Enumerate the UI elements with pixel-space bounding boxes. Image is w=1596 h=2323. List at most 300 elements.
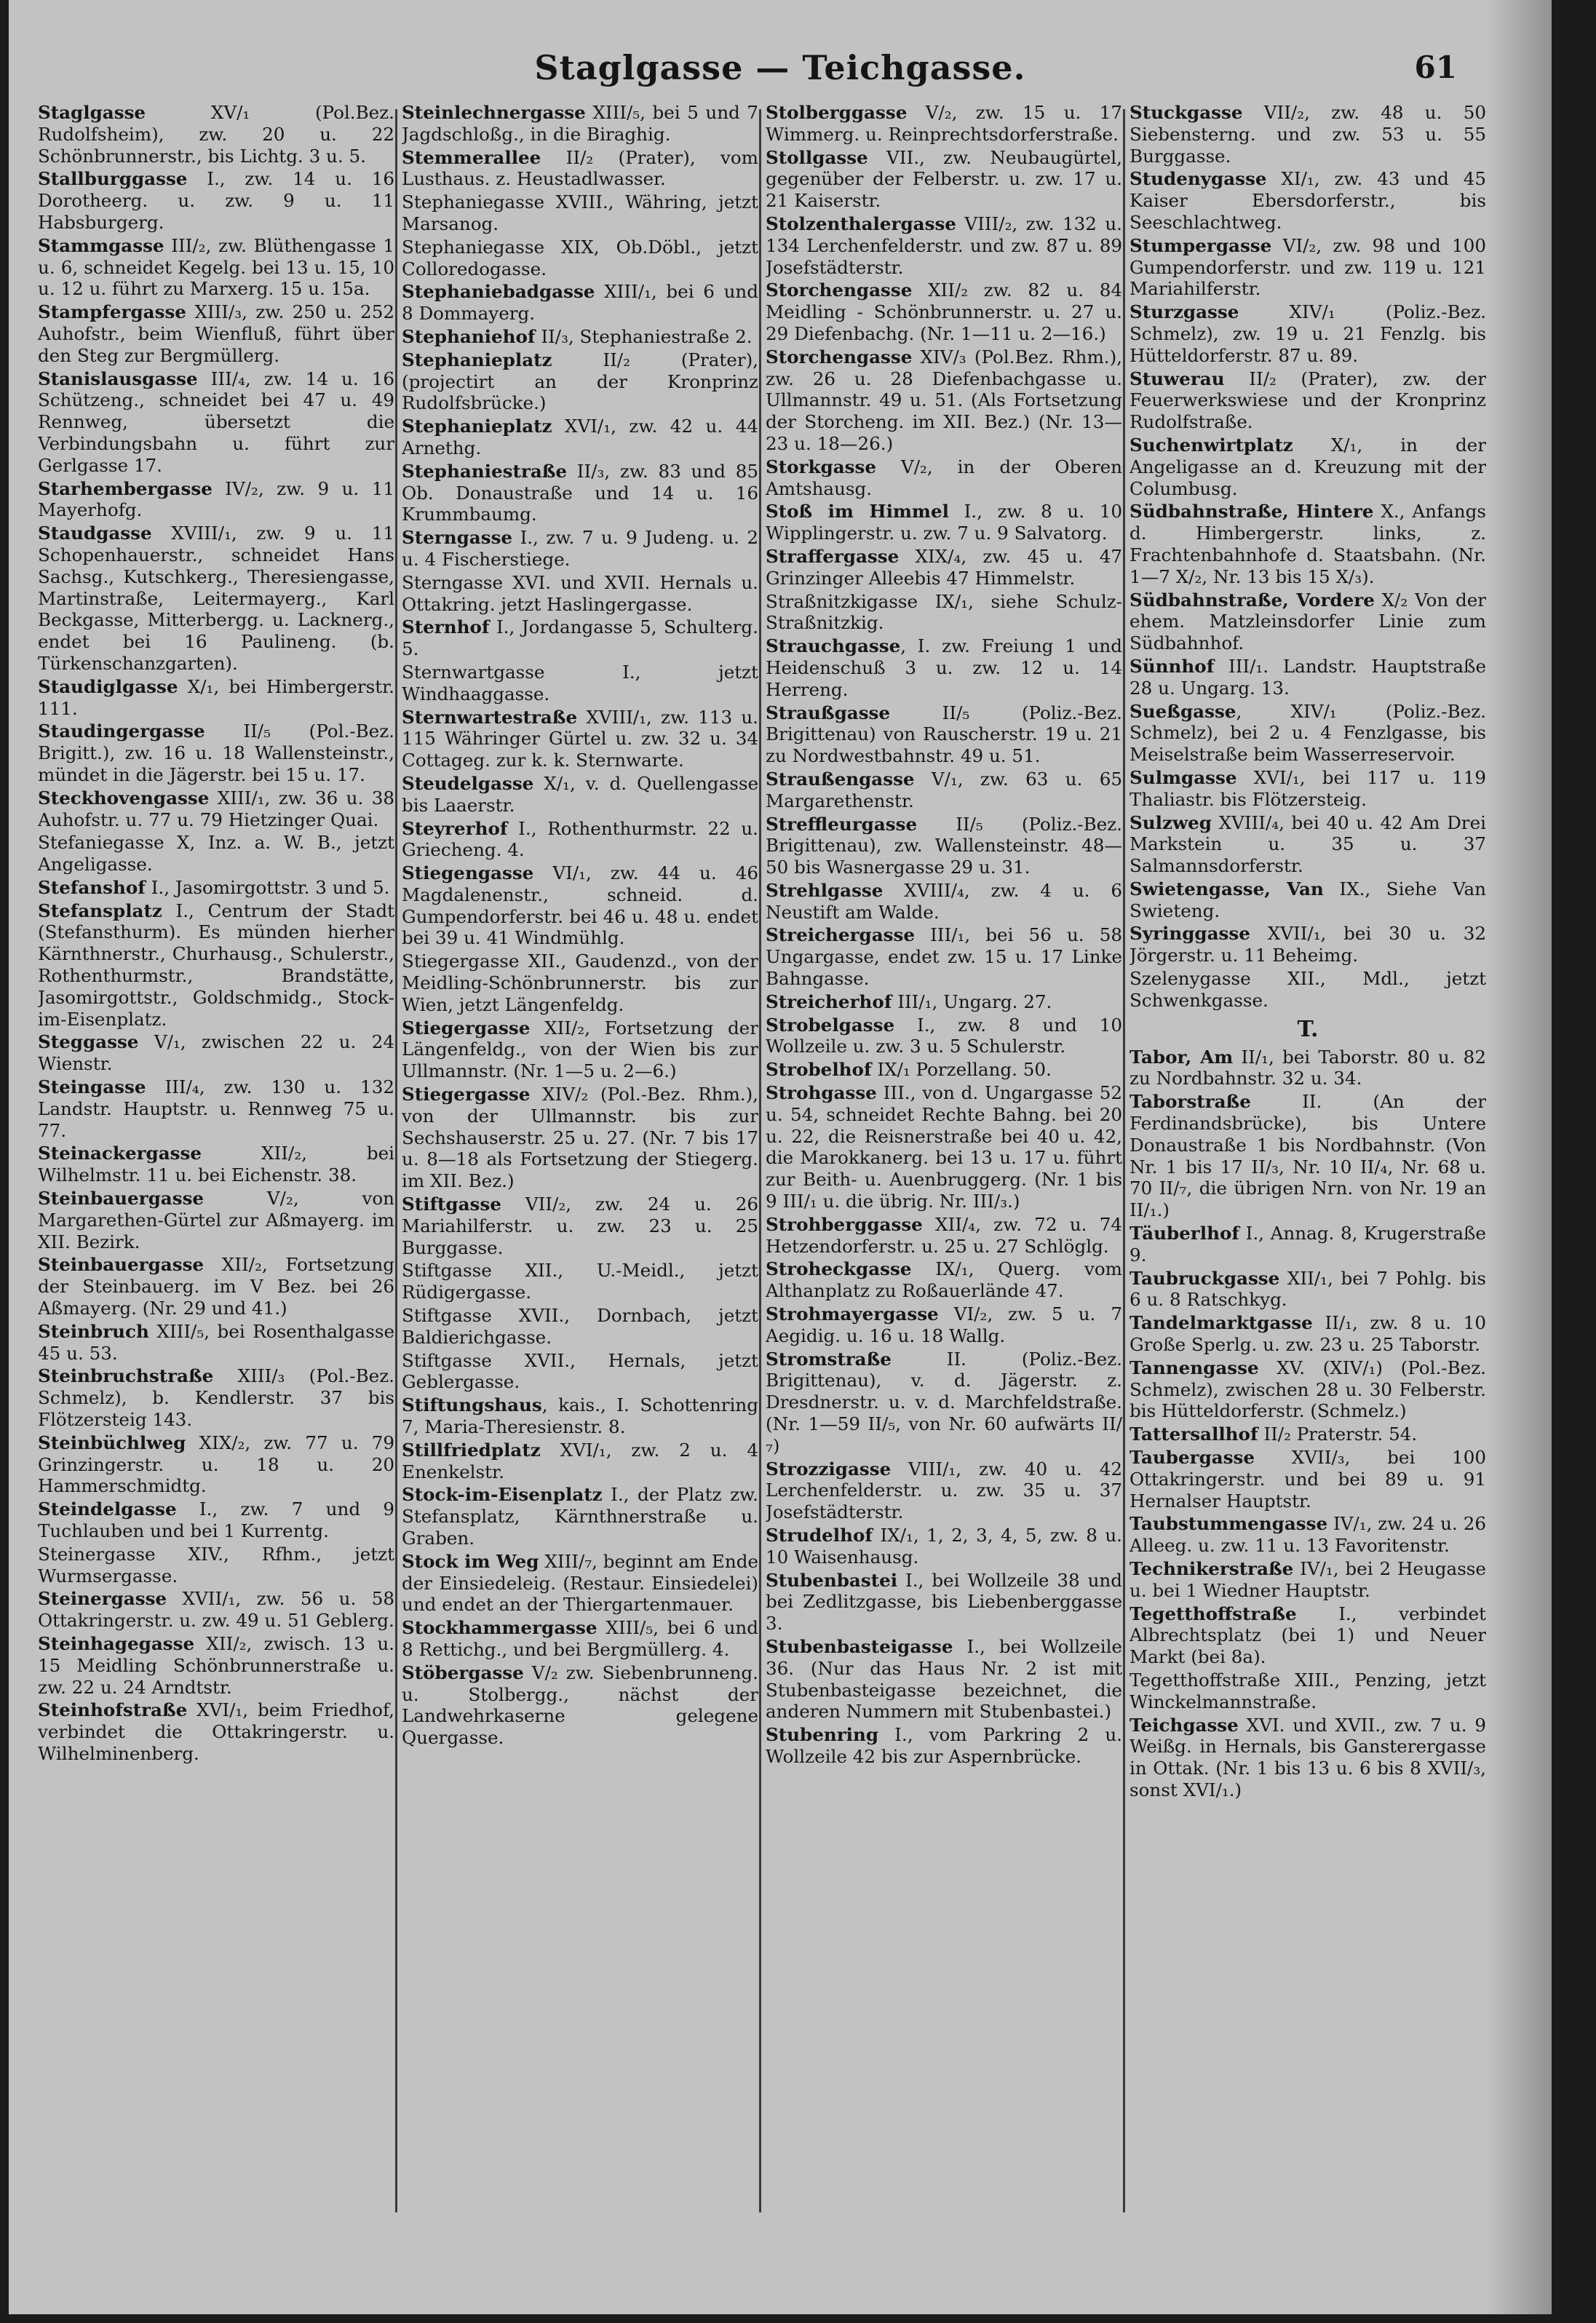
street-name: Strobelhof	[766, 1059, 872, 1081]
entry-description: IV/₁, bei 2 Heugasse u. bei 1 Wiedner Hauptstr.	[1129, 1558, 1486, 1601]
entry-description: XVIII/₄, bei 40 u. 42 Am Drei Markstein u. 35 u. 37 Salmannsdorferstr.	[1129, 811, 1486, 877]
entry-description: Stiftgasse XII., U.-Meidl., jetzt Rüdigergasse.	[402, 1260, 758, 1303]
entry-description: II/₂ Praterstr. 54.	[1258, 1423, 1418, 1445]
directory-entry	[766, 702, 1122, 767]
entry-description: XVIII/₄, zw. 4 u. 6 Neustift am Walde.	[766, 879, 1122, 923]
directory-entry	[1129, 968, 1486, 1012]
entry-description: , XIV/₁ (Poliz.-Bez. Schmelz), bei 2 u. 4 Fenzlgasse, bis Meiselstraße beim Wasserreservoir.	[1129, 700, 1486, 766]
street-name: Stephaniestraße	[402, 460, 568, 482]
entry-description: XIII/₅, bei Rosenthalgasse 45 u. 53.	[38, 1320, 394, 1364]
entry-description: I., Centrum der Stadt (Stefansthurm). Es münden hierher Kärnthnerstr., Churhausg., Schulerstr., Rothenthurmstr., Brandstätte, Jasomirgottstr., Goldschmidg., Stock-im-Eisenplatz.	[38, 900, 394, 1030]
entry-description: XVI. und XVII., zw. 7 u. 9 Weißg. in Hernals, bis Gansterergasse in Ottak. (Nr. 1 bis 13 u. 6 bis 8 XVII/₃, sonst XVI/₁.)	[1129, 1714, 1486, 1800]
entry-description: III/₂, zw. Blüthengasse 1 u. 6, schneidet Kegelg. bei 13 u. 15, 10 u. 12 u. führt zu Marxerg. 15 u. 15a.	[38, 234, 394, 300]
directory-entry	[38, 1321, 394, 1365]
directory-entry	[38, 877, 394, 899]
page-edge-shadow	[1486, 0, 1552, 2314]
street-name: Steyrerhof	[402, 817, 508, 839]
directory-entry	[402, 281, 758, 325]
directory-entry	[766, 591, 1122, 635]
street-name: Stubenbasteigasse	[766, 1635, 953, 1657]
directory-entry	[766, 1303, 1122, 1347]
entry-description: II/₁, bei Taborstr. 80 u. 82 zu Nordbahnstr. 32 u. 34.	[1129, 1046, 1486, 1089]
entry-description: VII., zw. Neubaugürtel, gegenüber der Felberstr. u. zw. 17 u. 21 Kaiserstr.	[766, 146, 1122, 212]
entry-description: II. (An der Ferdinandsbrücke), bis Untere Donaustraße 1 bis Nordbahnstr. (Von Nr. 1 bis 17 II/₃, Nr. 10 II/₄, Nr. 68 u. 70 II/₇, die übrigen Nrn. von Nr. 19 an II/₁.)	[1129, 1091, 1486, 1221]
street-name: Technikerstraße	[1129, 1558, 1294, 1579]
directory-entry	[38, 1188, 394, 1252]
entry-description: XIII/₁, bei 6 und 8 Dommayerg.	[402, 281, 758, 325]
entry-description: II/₂ (Prater), vom Lusthaus. z. Heustadlwasser.	[402, 146, 758, 190]
entry-description: IX/₁ Porzellang. 50.	[871, 1059, 1052, 1081]
street-name: Streffleurgasse	[766, 813, 918, 835]
directory-entry	[38, 1031, 394, 1075]
entry-description: VII/₂, zw. 24 u. 26 Mariahilferstr. u. zw. 23 u. 25 Burggasse.	[402, 1194, 758, 1258]
directory-entry	[766, 1014, 1122, 1058]
entry-description: III/₁. Landstr. Hauptstraße 28 u. Ungarg. 13.	[1129, 655, 1486, 699]
entry-description: VI/₂, zw. 98 und 100 Gumpendorferstr. und zw. 119 u. 121 Mariahilferstr.	[1129, 234, 1486, 300]
directory-entry	[38, 1432, 394, 1497]
directory-entry	[766, 814, 1122, 878]
entry-description: III/₄, zw. 14 u. 16 Schützeng., schneidet bei 47 u. 49 Rennweg, übersetzt die Verbindungsbahn u. führt zur Gerlgasse 17.	[38, 368, 394, 476]
entry-description: II/₅ (Pol.-Bez. Brigitt.), zw. 16 u. 18 Wallensteinstr., mündet in die Jägerstr. bei 15 u. 17.	[38, 720, 394, 785]
entry-description: I., zw. 14 u. 16 Dorotheerg. u. zw. 9 u. 11 Habsburgerg.	[38, 168, 394, 233]
entry-description: Steinergasse XIV., Rfhm., jetzt Wurmsergasse.	[38, 1543, 394, 1587]
directory-entry	[766, 1258, 1122, 1302]
street-name: Tabor, Am	[1129, 1046, 1234, 1068]
directory-entry	[1129, 1715, 1486, 1801]
directory-entry	[1129, 168, 1486, 233]
directory-entry	[402, 147, 758, 191]
street-name: Staglgasse	[38, 102, 146, 123]
street-name: Südbahnstraße, Vordere	[1129, 589, 1375, 611]
directory-entry	[1129, 1312, 1486, 1356]
directory-entry	[1129, 812, 1486, 877]
street-name: Storkgasse	[766, 456, 876, 477]
street-name: Suchenwirtplatz	[1129, 434, 1293, 456]
street-name: Stöbergasse	[402, 1661, 524, 1683]
directory-entry	[1129, 368, 1486, 433]
directory-entry	[38, 168, 394, 233]
directory-entry	[1129, 235, 1486, 300]
entry-description: Stephaniegasse XIX, Ob.Döbl., jetzt Colloredogasse.	[402, 236, 758, 279]
directory-entry	[1129, 301, 1486, 366]
entry-description: Tegetthoffstraße XIII., Penzing, jetzt Winckelmannstraße.	[1129, 1669, 1486, 1712]
directory-entry	[1129, 701, 1486, 766]
street-name: Steinbruch	[38, 1320, 149, 1342]
entry-description: I., zw. 8 und 10 Wollzeile u. zw. 3 u. 5 Schulerstr.	[766, 1014, 1122, 1057]
street-name: Storchengasse	[766, 279, 913, 301]
entry-description: Stiegergasse XII., Gaudenzd., von der Meidling-Schönbrunnerstr. bis zur Wien, jetzt Längenfeldg.	[402, 950, 758, 1015]
directory-entry	[38, 1076, 394, 1141]
directory-entry	[766, 147, 1122, 212]
entry-description: XIX/₄, zw. 45 u. 47 Grinzinger Alleebis 47 Himmelstr.	[766, 545, 1122, 589]
directory-entry	[402, 326, 758, 348]
street-name: Stallburggasse	[38, 168, 188, 190]
street-name: Studenygasse	[1129, 168, 1267, 190]
entry-description: II/₂ (Prater), zw. der Feuerwerkswiese und der Kronprinz Rudolfstraße.	[1129, 368, 1486, 433]
directory-entry	[766, 1724, 1122, 1768]
entry-description: VIII/₁, zw. 40 u. 42 Lerchenfelderstr. u. zw. 35 u. 37 Josefstädterstr.	[766, 1458, 1122, 1523]
street-name: Stubenbastei	[766, 1569, 898, 1591]
directory-entry	[402, 1017, 758, 1082]
directory-entry	[1129, 767, 1486, 811]
street-name: Stuckgasse	[1129, 102, 1243, 123]
street-name: Strohgasse	[766, 1082, 877, 1104]
entry-description: XIX/₂, zw. 77 u. 79 Grinzingerstr. u. 18 u. 20 Hammerschmidtg.	[38, 1431, 394, 1497]
directory-entry	[766, 1570, 1122, 1635]
directory-entry	[1129, 589, 1486, 654]
entry-description: XIII/₁, zw. 36 u. 38 Auhofstr. u. 77 u. 79 Hietzinger Quai.	[38, 787, 394, 830]
entry-description: XVI/₁, bei 117 u. 119 Thaliastr. bis Flötzersteig.	[1129, 766, 1486, 810]
directory-entry	[402, 616, 758, 660]
entry-description: II/₃, zw. 83 und 85 Ob. Donaustraße und 14 u. 16 Krummbaumg.	[402, 460, 758, 525]
directory-entry	[402, 527, 758, 571]
entry-description: II/₅ (Poliz.-Bez. Brigittenau), zw. Wallensteinstr. 48—50 bis Wasnergasse 29 u. 31.	[766, 813, 1122, 878]
directory-entry	[766, 1636, 1122, 1723]
directory-entry	[766, 546, 1122, 589]
column-3	[766, 102, 1122, 2271]
street-name: Steinhagegasse	[38, 1632, 195, 1654]
entry-description: VI/₁, zw. 44 u. 46 Magdalenenstr., schneid. d. Gumpendorferstr. bei 46 u. 48 u. endet bei 39 u. 41 Windmühlg.	[402, 862, 758, 949]
entry-description: XVI/₁, zw. 42 u. 44 Arnethg.	[402, 416, 758, 458]
directory-entry	[38, 900, 394, 1031]
street-name: Stollgasse	[766, 146, 868, 168]
street-name: Stiegengasse	[402, 862, 534, 884]
street-name: Stefansplatz	[38, 900, 162, 921]
street-name: Stephanieplatz	[402, 416, 552, 437]
entry-description: Stephaniegasse XVIII., Währing, jetzt Marsanog.	[402, 191, 758, 234]
directory-entry	[402, 572, 758, 616]
column-2	[402, 102, 758, 2271]
street-name: Steggasse	[38, 1031, 139, 1053]
entry-description: II/₅ (Poliz.-Bez. Brigittenau) von Rauscherstr. 19 u. 21 zu Nordwestbahnstr. 49 u. 51.	[766, 702, 1122, 767]
directory-entry	[402, 1260, 758, 1303]
directory-entry	[766, 346, 1122, 455]
entry-description: XVII/₁, bei 30 u. 32 Jörgerstr. u. 11 Beheimg.	[1129, 923, 1486, 966]
directory-entry	[1129, 1447, 1486, 1512]
directory-entry	[402, 461, 758, 525]
street-name: Sulmgasse	[1129, 766, 1237, 788]
directory-entry	[1129, 1047, 1486, 1090]
street-name: Steindelgasse	[38, 1498, 177, 1520]
directory-entry	[402, 1305, 758, 1349]
directory-entry	[38, 102, 394, 167]
street-name: Sulzweg	[1129, 811, 1212, 833]
street-name: Täuberlhof	[1129, 1223, 1239, 1244]
directory-entry	[766, 1059, 1122, 1081]
entry-description: Szelenygasse XII., Mdl., jetzt Schwenkgasse.	[1129, 968, 1486, 1011]
street-name: Strohmayergasse	[766, 1303, 939, 1325]
street-name: Sterngasse	[402, 527, 513, 549]
directory-entry	[766, 769, 1122, 812]
entry-description: X/₁, in der Angeligasse an d. Kreuzung mit der Columbusg.	[1129, 434, 1486, 499]
street-name: Stock-im-Eisenplatz	[402, 1484, 603, 1506]
entry-description: I., zw. 8 u. 10 Wipplingerstr. u. zw. 7 u. 9 Salvatorg.	[766, 501, 1122, 544]
entry-description: XVI/₁, zw. 2 u. 4 Enenkelstr.	[402, 1439, 758, 1482]
directory-entry	[38, 1498, 394, 1542]
street-name: Stephaniehof	[402, 325, 536, 347]
directory-entry	[402, 862, 758, 949]
street-name: Teichgasse	[1129, 1714, 1239, 1736]
street-name: Stefanshof	[38, 876, 146, 898]
street-name: Strobelgasse	[766, 1014, 895, 1036]
entry-description: XVIII/₁, zw. 113 u. 115 Währinger Gürtel u. zw. 32 u. 34 Cottageg. zur k. k. Sternwarte.	[402, 706, 758, 771]
directory-entry	[1129, 1513, 1486, 1557]
street-name: Steudelgasse	[402, 772, 534, 794]
street-name: Stuwerau	[1129, 368, 1225, 389]
street-name: Stroheckgasse	[766, 1258, 912, 1280]
entry-description: XIV/₁ (Poliz.-Bez. Schmelz), zw. 19 u. 21 Fenzlg. bis Hütteldorferstr. 87 u. 89.	[1129, 301, 1486, 366]
entry-description: I., verbindet Albrechtsplatz (bei 1) und Neuer Markt (bei 8a).	[1129, 1603, 1486, 1668]
directory-entry	[38, 832, 394, 875]
directory-entry	[38, 1143, 394, 1186]
entry-description: V/₁, zw. 63 u. 65 Margarethenstr.	[766, 768, 1122, 811]
street-name: Steingasse	[38, 1076, 146, 1098]
entry-description: XI/₁, zw. 43 und 45 Kaiser Ebersdorferstr., bis Seeschlachtweg.	[1129, 168, 1486, 233]
street-name: Steinbruchstraße	[38, 1365, 214, 1387]
entry-description: VI/₂, zw. 5 u. 7 Aegidig. u. 16 u. 18 Wallg.	[766, 1303, 1122, 1346]
entry-description: I., Annag. 8, Krugerstraße 9.	[1129, 1223, 1486, 1266]
street-name: Sternhof	[402, 616, 490, 638]
entry-description: I., Jordangasse 5, Schulterg. 5.	[402, 616, 758, 660]
entry-description: XIII/₃ (Pol.-Bez. Schmelz), b. Kendlerstr. 37 bis Flötzersteig 143.	[38, 1365, 394, 1431]
street-name: Sünnhof	[1129, 655, 1215, 677]
directory-entry	[402, 773, 758, 817]
entry-description: XIV/₃ (Pol.Bez. Rhm.), zw. 26 u. 28 Diefenbachgasse u. Ullmannstr. 49 u. 51. (Als Fortsetzung der Storcheng. im XII. Bez.) (Nr. 13—23 u. 18—26.)	[766, 346, 1122, 454]
street-name: Staudiglgasse	[38, 675, 178, 697]
street-name: Stumpergasse	[1129, 234, 1272, 256]
street-name: Steinbauergasse	[38, 1188, 205, 1210]
directory-entry	[766, 1082, 1122, 1212]
street-name: Staudingergasse	[38, 720, 205, 742]
street-name: Streichergasse	[766, 924, 915, 946]
entry-description: I., Rothenthurmstr. 22 u. Griecheng. 4.	[402, 817, 758, 861]
entry-description: XIII/₅, bei 5 und 7 Jagdschloßg., in die Biraghig.	[402, 102, 758, 145]
directory-entry	[402, 1084, 758, 1192]
directory-entry	[402, 818, 758, 862]
street-name: Tegetthoffstraße	[1129, 1603, 1297, 1624]
directory-entry	[38, 676, 394, 720]
entry-description: XIII/₇, beginnt am Ende der Einsiedeleig. (Restaur. Einsiedelei) und endet an der Thiergartenmauer.	[402, 1550, 758, 1616]
directory-entry	[402, 1440, 758, 1483]
directory-entry	[402, 1194, 758, 1258]
entry-description: XVIII/₁, zw. 9 u. 11 Schopenhauerstr., schneidet Hans Sachsg., Kutschkerg., Theresiengasse, Martinstraße, Leitermayerg., Karl Beckgasse, Mitterbergg. u. Lacknerg., endet bei 16 Paulineng. (b. Türkenschanzgarten).	[38, 523, 394, 674]
entry-description: XV. (XIV/₁) (Pol.-Bez. Schmelz), zwischen 28 u. 30 Felberstr. bis Hütteldorferstr. (Schmelz.)	[1129, 1357, 1486, 1422]
directory-entry	[402, 1350, 758, 1394]
directory-entry	[402, 102, 758, 146]
entry-description: XII/₁, bei 7 Pohlg. bis 6 u. 8 Ratschkyg.	[1129, 1267, 1486, 1311]
street-name: Tattersallhof	[1129, 1423, 1258, 1445]
directory-entry	[766, 213, 1122, 278]
entry-description: I., Jasomirgottstr. 3 und 5.	[145, 876, 390, 898]
directory-entry	[38, 1544, 394, 1587]
street-name: Tandelmarktgasse	[1129, 1312, 1313, 1334]
street-name: Stockhammergasse	[402, 1617, 597, 1639]
entry-description: III., von d. Ungargasse 52 u. 54, schneidet Rechte Bahng. bei 20 u. 22, die Reisnerstraße bei 40 u. 42, die Marokkanerg. bei 13 u. 17 u. führt zur Beith- u. Auenbruggerg. (Nr. 1 bis 9 III/₁ u. die übrig. Nr. III/₃.)	[766, 1082, 1122, 1212]
entry-description: II. (Poliz.-Bez. Brigittenau), v. d. Jägerstr. z. Dresdnerstr. u. v. d. Marchfeldstraße. (Nr. 1—59 II/₅, von Nr. 60 aufwärts II/₇)	[766, 1348, 1122, 1456]
street-name: Strohberggasse	[766, 1213, 923, 1235]
street-name: Südbahnstraße, Hintere	[1129, 501, 1374, 523]
street-name: Stampfergasse	[38, 301, 186, 323]
directory-columns	[38, 102, 1493, 2271]
street-name: Steinergasse	[38, 1588, 167, 1610]
street-name: Stiftungshaus	[402, 1394, 542, 1416]
street-name: Sternwartestraße	[402, 706, 578, 728]
street-name: Steinbauergasse	[38, 1254, 205, 1276]
entry-description: Sternwartgasse I., jetzt Windhaaggasse.	[402, 661, 758, 704]
street-name: Steckhovengasse	[38, 787, 210, 809]
entry-description: I., vom Parkring 2 u. Wollzeile 42 bis zur Aspernbrücke.	[766, 1724, 1122, 1767]
entry-description: I., zw. 7 und 9 Tuchlauben und bei 1 Kurrentg.	[38, 1498, 394, 1541]
directory-entry	[1129, 1423, 1486, 1445]
entry-description: VII/₂, zw. 48 u. 50 Siebensterng. und zw. 53 u. 55 Burggasse.	[1129, 102, 1486, 167]
directory-entry	[1129, 1669, 1486, 1713]
column-1	[38, 102, 394, 2271]
directory-entry	[402, 707, 758, 771]
street-name: Stiegergasse	[402, 1084, 531, 1105]
directory-entry	[1129, 878, 1486, 922]
directory-entry	[38, 1699, 394, 1764]
directory-entry	[1129, 1223, 1486, 1266]
directory-entry	[1129, 1357, 1486, 1422]
entry-description: IX., Siehe Van Swieteng.	[1129, 878, 1486, 921]
directory-entry	[1129, 501, 1486, 587]
directory-entry	[38, 1588, 394, 1632]
entry-description: XVII/₃, bei 100 Ottakringerstr. und bei 89 u. 91 Hernalser Hauptstr.	[1129, 1447, 1486, 1512]
directory-entry	[1129, 1268, 1486, 1311]
directory-entry	[38, 1633, 394, 1698]
directory-entry	[766, 102, 1122, 146]
street-name: Storchengasse	[766, 346, 913, 368]
directory-entry	[402, 1394, 758, 1438]
directory-entry	[766, 501, 1122, 544]
entry-description: XIII/₅, bei 6 und 8 Rettichg., und bei Bergmüllerg. 4.	[402, 1617, 758, 1660]
street-name: Stephaniebadgasse	[402, 281, 595, 303]
entry-description: XVII/₁, zw. 56 u. 58 Ottakringerstr. u. zw. 49 u. 51 Geblerg.	[38, 1588, 394, 1632]
street-name: Taborstraße	[1129, 1091, 1251, 1113]
entry-description: XII/₂, Fortsetzung der Längenfeldg., von der Wien bis zur Ullmannstr. (Nr. 1—5 u. 2—6.)	[402, 1017, 758, 1082]
street-name: Streicherhof	[766, 990, 892, 1012]
entry-description: I., bei Wollzeile 38 und bei Zedlitzgasse, bis Liebenberggasse 3.	[766, 1569, 1122, 1635]
directory-entry	[1129, 1558, 1486, 1602]
directory-entry	[766, 456, 1122, 500]
street-name: Stoß im Himmel	[766, 501, 949, 523]
street-name: Stemmerallee	[402, 146, 541, 168]
entry-description: III/₁, bei 56 u. 58 Ungargasse, endet zw. 15 u. 17 Linke Bahngasse.	[766, 924, 1122, 990]
street-name: Stiftgasse	[402, 1194, 501, 1215]
entry-description: XII/₂ zw. 82 u. 84 Meidling - Schönbrunnerstr. u. 27 u. 29 Diefenbachg. (Nr. 1—11 u. 2—16.)	[766, 279, 1122, 344]
entry-description: X/₂ Von der ehem. Matzleinsdorfer Linie zum Südbahnhof.	[1129, 589, 1486, 654]
entry-description: III/₁, Ungarg. 27.	[892, 990, 1052, 1012]
directory-entry	[402, 950, 758, 1015]
directory-entry	[38, 478, 394, 522]
entry-description: XII/₂, bei Wilhelmstr. 11 u. bei Eichenstr. 38.	[38, 1143, 394, 1186]
entry-description: X/₁, bei Himbergerstr. 111.	[38, 675, 394, 719]
entry-description: IV/₂, zw. 9 u. 11 Mayerhofg.	[38, 477, 394, 521]
directory-entry	[402, 1551, 758, 1616]
directory-entry	[766, 1525, 1122, 1568]
entry-description: Stiftgasse XVII., Dornbach, jetzt Baldierichgasse.	[402, 1305, 758, 1348]
directory-entry	[402, 1617, 758, 1661]
street-name: Stillfriedplatz	[402, 1439, 541, 1461]
directory-entry	[38, 720, 394, 785]
page-number: 61	[1414, 49, 1457, 85]
street-name: Sturzgasse	[1129, 301, 1239, 323]
street-name: Strozzigasse	[766, 1458, 892, 1480]
directory-entry	[766, 279, 1122, 344]
directory-entry	[766, 991, 1122, 1013]
street-name: Stubenring	[766, 1724, 879, 1746]
directory-entry	[402, 416, 758, 459]
directory-entry	[38, 235, 394, 300]
directory-entry	[766, 1458, 1122, 1523]
street-name: Stanislausgasse	[38, 368, 198, 389]
directory-entry	[38, 1254, 394, 1319]
street-name: Strauchgasse	[766, 635, 901, 657]
entry-description: V/₂, in der Oberen Amtshausg.	[766, 456, 1122, 499]
entry-description: I., bei Wollzeile 36. (Nur das Haus Nr. 2 ist mit Stubenbasteigasse bezeichnet, die anderen Nummern mit Stubenbastei.)	[766, 1635, 1122, 1723]
entry-description: V/₂, zw. 15 u. 17 Wimmerg. u. Reinprechtsdorferstraße.	[766, 102, 1122, 145]
directory-entry	[766, 880, 1122, 924]
street-name: Steinbüchlweg	[38, 1431, 186, 1453]
entry-description: I., der Platz zw. Stefansplatz, Kärnthnerstraße u. Graben.	[402, 1484, 758, 1549]
entry-description: XII/₂, Fortsetzung der Steinbauerg. im V Bez. bei 26 Aßmayerg. (Nr. 29 und 41.)	[38, 1254, 394, 1319]
directory-entry	[38, 523, 394, 675]
entry-description: I., zw. 7 u. 9 Judeng. u. 2 u. 4 Fischerstiege.	[402, 527, 758, 570]
directory-entry	[1129, 1603, 1486, 1668]
street-name: Stromstraße	[766, 1348, 892, 1370]
entry-description: II/₁, zw. 8 u. 10 Große Sperlg. u. zw. 23 u. 25 Taborstr.	[1129, 1312, 1486, 1356]
page-title: Staglgasse — Teichgasse.	[534, 48, 1026, 87]
entry-description: Sterngasse XVI. und XVII. Hernals u. Ottakring. jetzt Haslingergasse.	[402, 571, 758, 615]
entry-description: II/₂ (Prater), (projectirt an der Kronprinz Rudolfsbrücke.)	[402, 349, 758, 414]
directory-entry	[1129, 923, 1486, 966]
entry-description: II/₃, Stephaniestraße 2.	[535, 325, 753, 347]
directory-entry	[766, 1214, 1122, 1258]
directory-entry	[402, 349, 758, 414]
entry-description: IV/₁, zw. 24 u. 26 Alleeg. u. zw. 11 u. 13 Favoritenstr.	[1129, 1513, 1486, 1557]
street-name: Steinackergasse	[38, 1143, 202, 1164]
street-name: Strudelhof	[766, 1525, 873, 1546]
directory-entry	[1129, 1091, 1486, 1221]
street-name: Steinlechnergasse	[402, 102, 586, 123]
street-name: Straußengasse	[766, 768, 915, 790]
book-page	[9, 0, 1552, 2314]
street-name: Starhembergasse	[38, 477, 213, 499]
column-4	[1129, 102, 1486, 2271]
directory-entry	[402, 1662, 758, 1749]
entry-description: V/₂, von Margarethen-Gürtel zur Aßmayerg. im XII. Bezirk.	[38, 1188, 394, 1252]
directory-entry	[38, 368, 394, 477]
entry-description: XII/₂, zwisch. 13 u. 15 Meidling Schönbrunnerstraße u. zw. 22 u. 24 Arndtstr.	[38, 1632, 394, 1698]
directory-entry	[766, 924, 1122, 989]
street-name: Strehlgasse	[766, 879, 884, 901]
page-header	[38, 42, 1522, 93]
street-name: Stolzenthalergasse	[766, 213, 956, 234]
directory-entry	[1129, 656, 1486, 699]
street-name: Stephanieplatz	[402, 349, 552, 370]
entry-description: V/₁, zwischen 22 u. 24 Wienstr.	[38, 1031, 394, 1075]
directory-entry	[38, 301, 394, 366]
entry-description: VIII/₂, zw. 132 u. 134 Lerchenfelderstr. und zw. 87 u. 89 Josefstädterstr.	[766, 213, 1122, 278]
directory-entry	[38, 1365, 394, 1430]
street-name: Stolberggasse	[766, 102, 908, 123]
street-name: Tannengasse	[1129, 1357, 1259, 1378]
directory-entry	[766, 635, 1122, 700]
entry-description: IX/₁, Querg. vom Althanplatz zu Roßauerlände 47.	[766, 1258, 1122, 1302]
entry-description: , kais., I. Schottenring 7, Maria-Theresienstr. 8.	[402, 1394, 758, 1438]
directory-entry	[1129, 434, 1486, 499]
directory-entry	[38, 787, 394, 831]
